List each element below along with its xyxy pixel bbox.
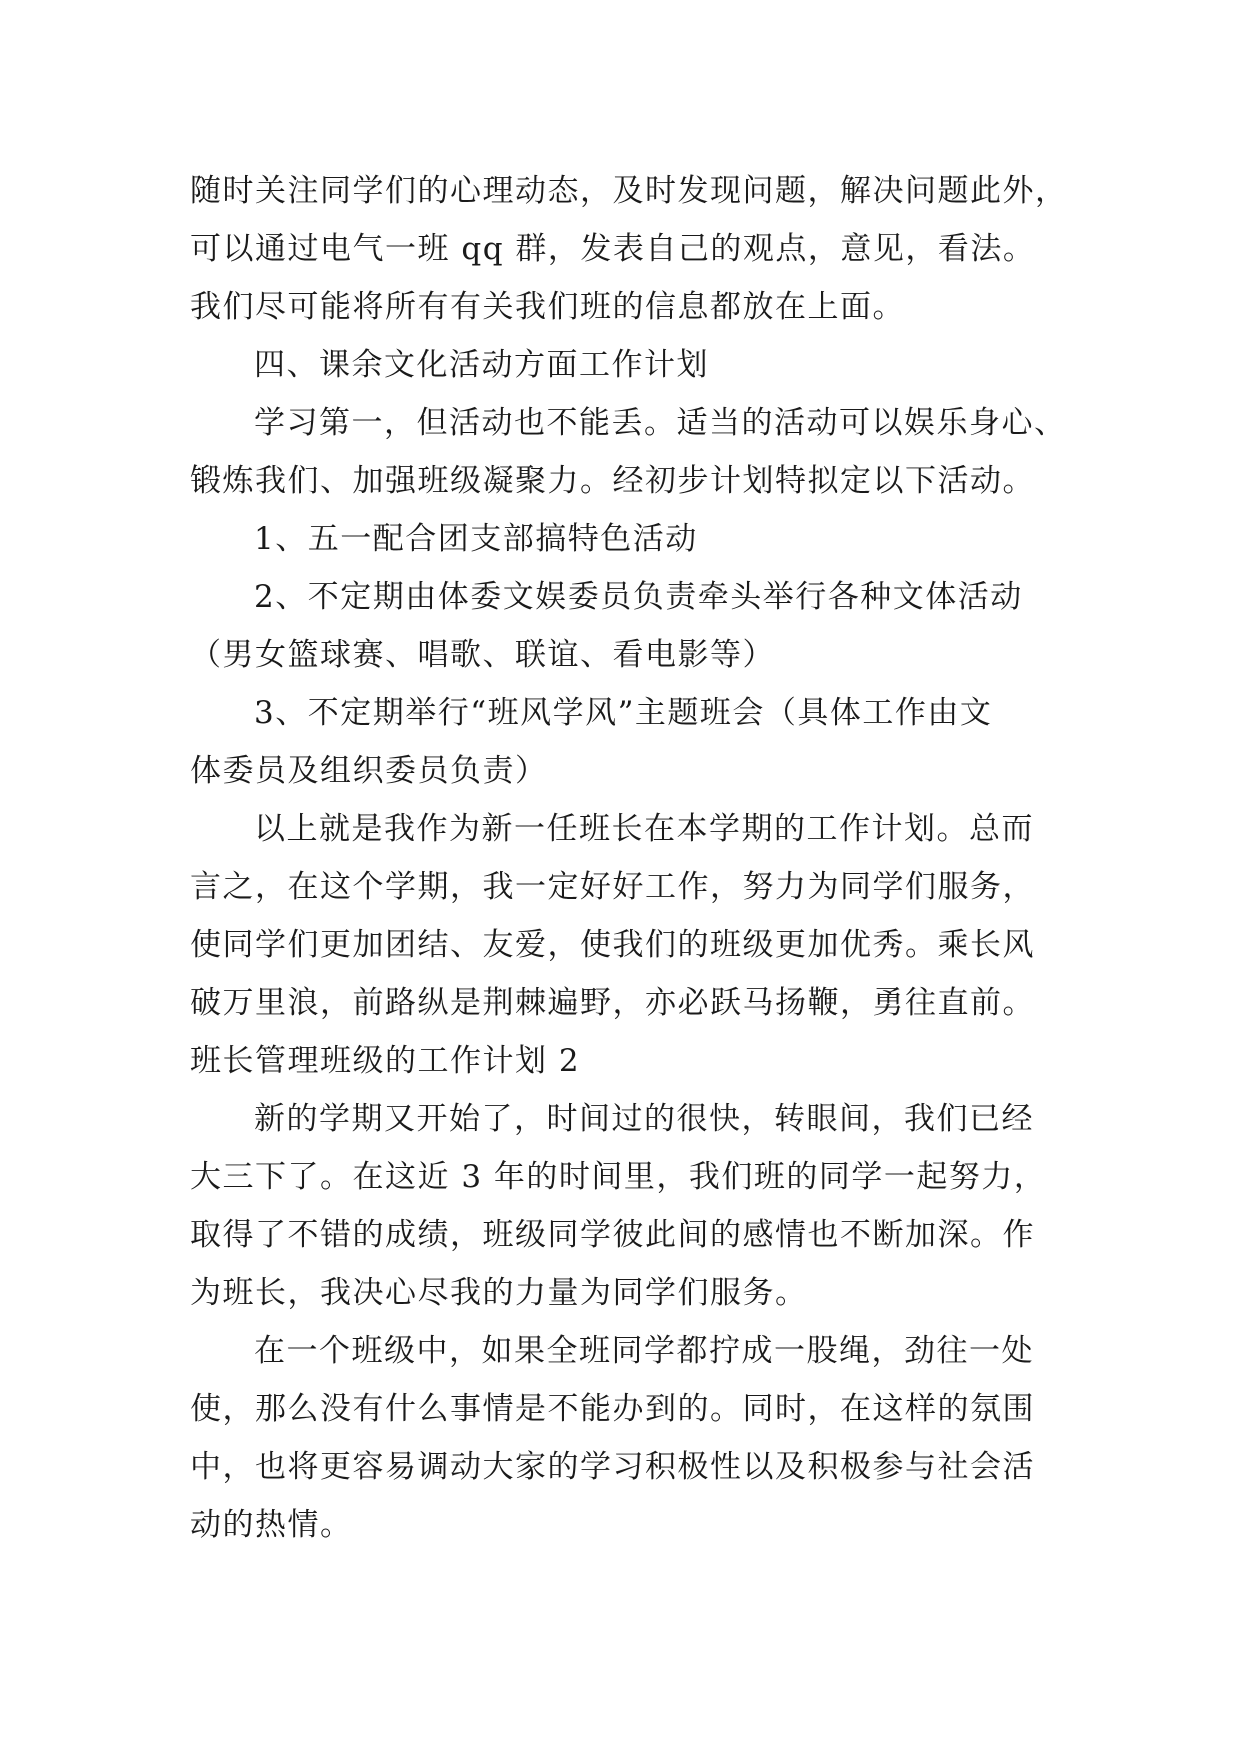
text-line: 新的学期又开始了，时间过的很快，转眼间，我们已经 <box>254 1101 1034 1137</box>
list-item: 1、五一配合团支部搞特色活动 <box>254 521 698 557</box>
text-line: 随时关注同学们的心理动态，及时发现问题，解决问题此外， <box>190 173 1068 209</box>
text-line: （男女篮球赛、唱歌、联谊、看电影等） <box>190 637 775 673</box>
text-line: 言之，在这个学期，我一定好好工作，努力为同学们服务， <box>190 869 1035 905</box>
article-title: 班长管理班级的工作计划 2 <box>190 1043 581 1079</box>
text-line: 动的热情。 <box>190 1507 353 1543</box>
text-line: 中，也将更容易调动大家的学习积极性以及积极参与社会活 <box>190 1449 1035 1485</box>
list-item: 2、不定期由体委文娱委员负责牵头举行各种文体活动 <box>254 579 1023 615</box>
text-line: 取得了不错的成绩，班级同学彼此间的感情也不断加深。作 <box>190 1217 1035 1253</box>
text-line: 使，那么没有什么事情是不能办到的。同时，在这样的氛围 <box>190 1391 1035 1427</box>
list-item: 3、不定期举行“班风学风”主题班会（具体工作由文 <box>254 695 993 731</box>
text-line: 我们尽可能将所有有关我们班的信息都放在上面。 <box>190 289 905 325</box>
text-line: 学习第一，但活动也不能丢。适当的活动可以娱乐身心、 <box>254 405 1067 441</box>
document-body <box>190 162 1070 1554</box>
text-line: 在一个班级中，如果全班同学都拧成一股绳，劲往一处 <box>254 1333 1034 1369</box>
text-line: 可以通过电气一班 qq 群，发表自己的观点，意见，看法。 <box>190 231 1036 267</box>
text-line: 体委员及组织委员负责） <box>190 753 548 789</box>
text-line: 为班长，我决心尽我的力量为同学们服务。 <box>190 1275 808 1311</box>
section-heading: 四、课余文化活动方面工作计划 <box>254 347 709 383</box>
text-line: 破万里浪，前路纵是荆棘遍野，亦必跃马扬鞭，勇往直前。 <box>190 985 1035 1021</box>
text-line: 以上就是我作为新一任班长在本学期的工作计划。总而 <box>254 811 1034 847</box>
text-line: 锻炼我们、加强班级凝聚力。经初步计划特拟定以下活动。 <box>190 463 1035 499</box>
text-line: 大三下了。在这近 3 年的时间里，我们班的同学一起努力， <box>190 1159 1047 1195</box>
text-line: 使同学们更加团结、友爱，使我们的班级更加优秀。乘长风 <box>190 927 1035 963</box>
